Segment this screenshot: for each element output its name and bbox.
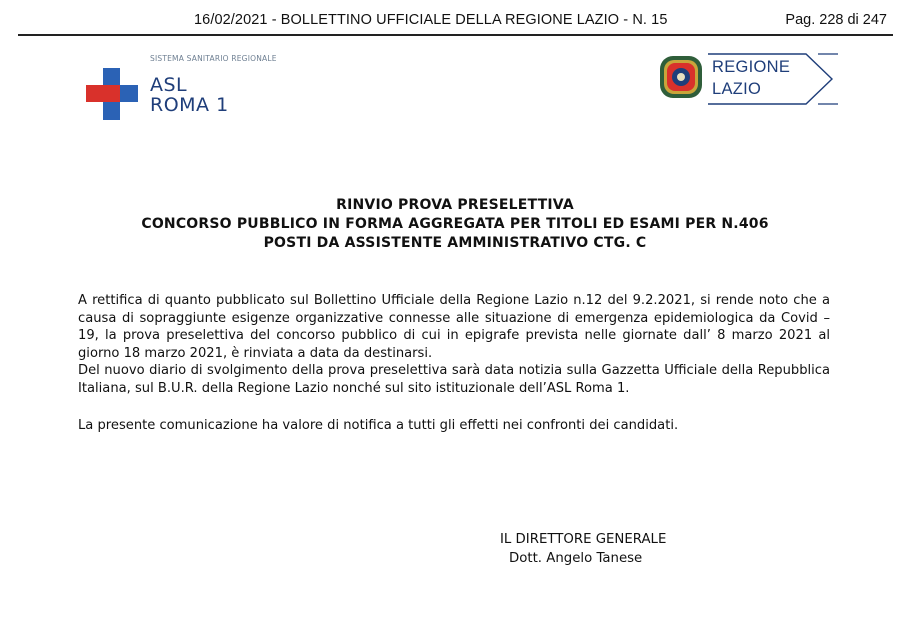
- asl-name-line2: ROMA 1: [150, 94, 229, 116]
- signature-name: Dott. Angelo Tanese: [509, 551, 643, 566]
- signature-block: [500, 530, 666, 568]
- regione-name-line2: LAZIO: [712, 80, 762, 98]
- bulletin-title: 16/02/2021 - BOLLETTINO UFFICIALE DELLA REGIONE LAZIO - N. 15: [194, 12, 668, 28]
- document-body: [78, 292, 830, 434]
- page-number: Pag. 228 di 247: [785, 12, 887, 28]
- regione-lazio-logo: [658, 52, 838, 108]
- body-paragraph: A rettifica di quanto pubblicato sul Bollettino Ufficiale della Regione Lazio n.12 del 9.2.2021, si rende noto che a causa di sopraggiunte esigenze organizzative connesse alle situazione di emergenza epidemiologica da Covid – 19, la prova preselettiva del concorso pubblico di cui in epigrafe prevista nelle giornate dall’ 8 marzo 2021 al giorno 18 marzo 2021, è rinviata a data da destinarsi.: [78, 293, 830, 361]
- signature-role: IL DIRETTORE GENERALE: [500, 532, 667, 547]
- bulletin-header: [18, 8, 893, 36]
- asl-name-line1: ASL: [150, 74, 188, 96]
- asl-roma1-logo: [86, 50, 326, 130]
- title-line: RINVIO PROVA PRESELETTIVA: [336, 197, 574, 213]
- regione-name-line1: REGIONE: [712, 58, 791, 76]
- regione-lazio-seal-icon: [658, 54, 704, 100]
- asl-system-label: SISTEMA SANITARIO REGIONALE: [150, 54, 277, 63]
- title-line: POSTI DA ASSISTENTE AMMINISTRATIVO CTG. C: [263, 235, 647, 251]
- document-title: [80, 196, 830, 253]
- title-line: CONCORSO PUBBLICO IN FORMA AGGREGATA PER TITOLI ED ESAMI PER N.406: [141, 216, 769, 232]
- body-paragraph: La presente comunicazione ha valore di notifica a tutti gli effetti nei confronti dei candidati.: [78, 417, 679, 433]
- health-cross-icon: [86, 68, 138, 120]
- body-paragraph: Del nuovo diario di svolgimento della prova preselettiva sarà data notizia sulla Gazzetta Ufficiale della Repubblica Italiana, sul B.U.R. della Regione Lazio nonché sul sito istituzionale dell’ASL Roma 1.: [78, 363, 830, 396]
